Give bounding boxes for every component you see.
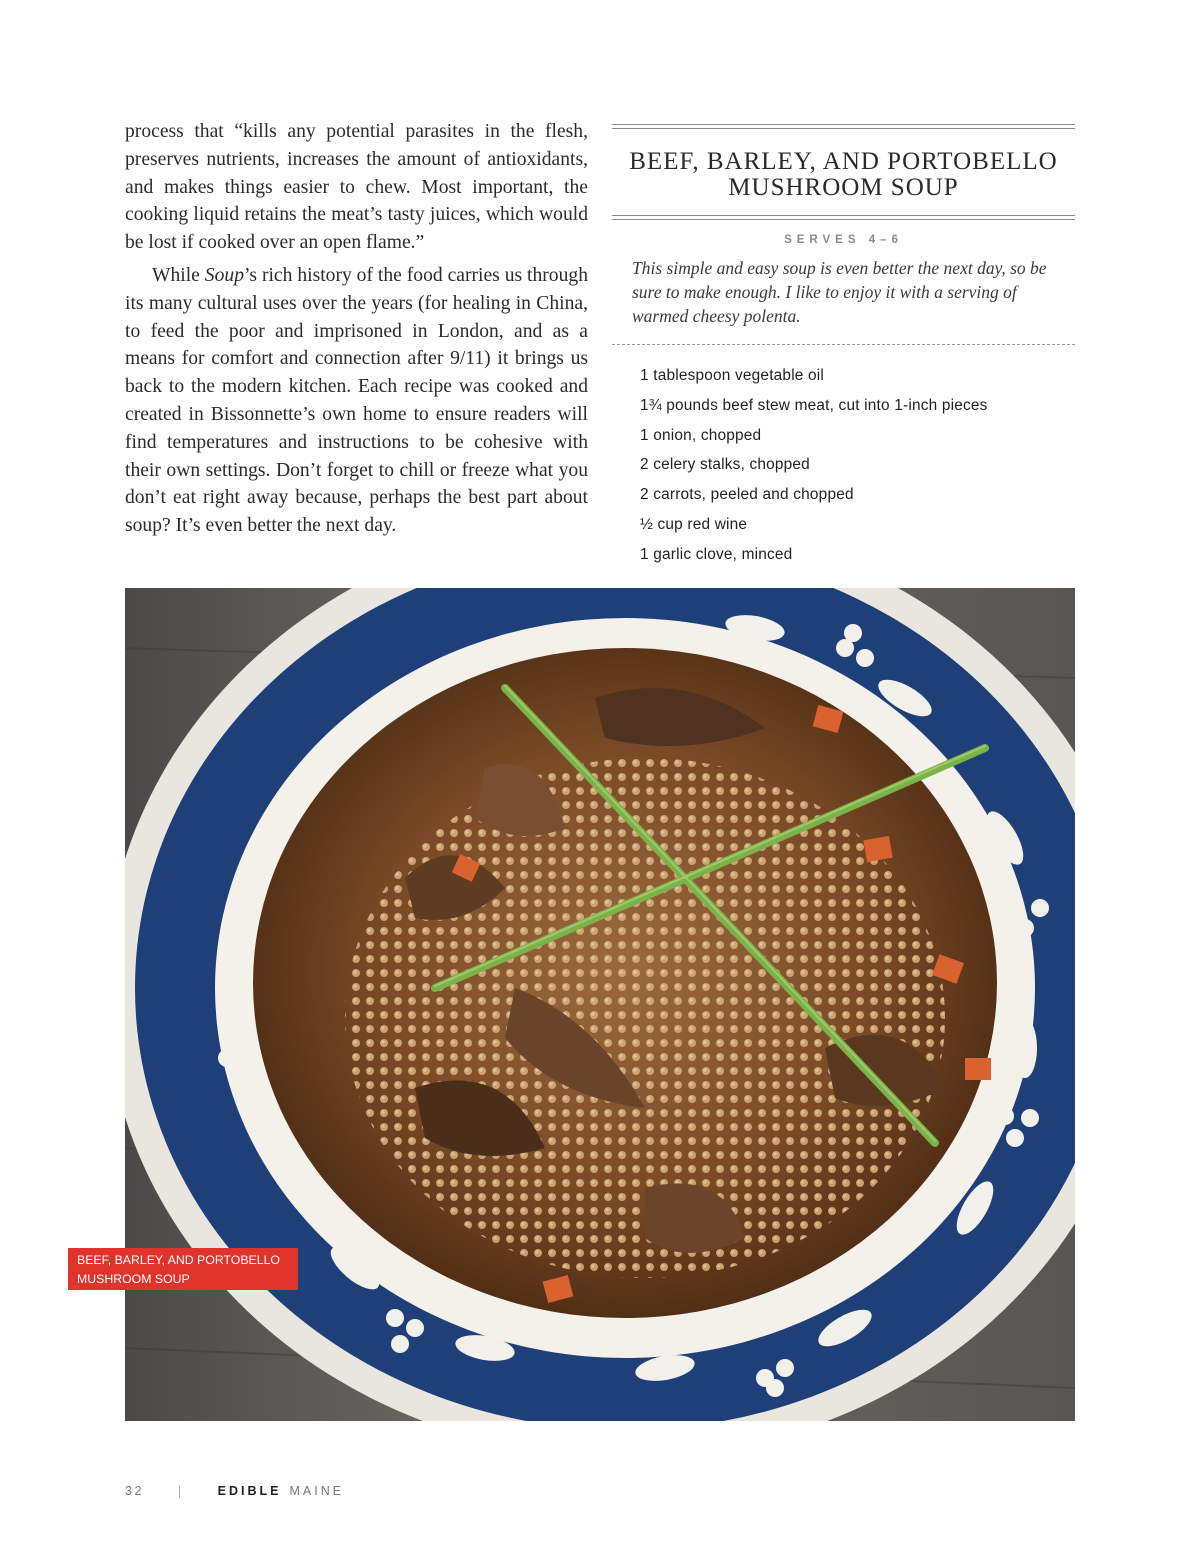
ingredient-item: 1¾ pounds beef stew meat, cut into 1-inch pieces — [640, 396, 988, 414]
ingredient-item: 1 onion, chopped — [640, 426, 762, 444]
dashed-divider — [612, 344, 1075, 345]
paragraph-lead: While — [152, 264, 205, 286]
soup-bowl-illustration — [125, 588, 1075, 1421]
article-paragraph: process that “kills any potential parasites in the flesh, preserves nutrients, increases the amount of antioxidants, and makes things easier to chew. Most important, the cooking liquid retains the meat’s tasty juices, which would be lost if cooked over an open flame.” — [125, 121, 588, 254]
ingredient-item: 2 celery stalks, chopped — [640, 456, 810, 474]
ingredient-item: 1 tablespoon vegetable oil — [640, 367, 825, 384]
footer-separator: | — [177, 1484, 184, 1498]
article-paragraph — [125, 262, 588, 540]
top-divider — [612, 124, 1075, 129]
bottom-divider — [612, 215, 1075, 220]
recipe-title-line: MUSHROOM SOUP — [728, 174, 959, 201]
paragraph-rest: ’s rich history of the food carries us through its many cultural uses over the years (for healing in China, to feed the poor and imprisoned in London, and as a means for comfort and connection after 9/11) it brings us back to the modern kitchen. Each recipe was cooked and created in Bissonnette’s own home to ensure readers will find temperatures and instructions to be cohesive with their own settings. Don’t forget to chill or freeze what you don’t eat right away because, perhaps the best part about soup? It’s even better the next day. — [125, 264, 588, 537]
soup-photo — [125, 588, 1075, 1421]
photo-caption — [68, 1248, 298, 1290]
magazine-name-bold: EDIBLE — [217, 1484, 282, 1498]
recipe-box — [612, 124, 1075, 570]
book-title: Soup — [204, 264, 244, 286]
ingredient-item: ½ cup red wine — [640, 515, 748, 533]
caption-line: BEEF, BARLEY, AND PORTOBELLO — [77, 1253, 280, 1267]
recipe-title-line: BEEF, BARLEY, AND PORTOBELLO — [629, 148, 1058, 175]
recipe-intro: This simple and easy soup is even better the next day, so be sure to make enough. I like to enjoy it with a serving of warmed cheesy polenta. — [632, 258, 1047, 326]
magazine-name-light: MAINE — [289, 1484, 345, 1498]
recipe-title — [612, 149, 1075, 201]
caption-line: MUSHROOM SOUP — [77, 1272, 190, 1286]
ingredient-item: 1 garlic clove, minced — [640, 545, 793, 563]
article-body — [125, 118, 588, 540]
ingredient-item: 2 carrots, peeled and chopped — [640, 486, 854, 504]
page-number: 32 — [125, 1484, 144, 1498]
serves-label: SERVES 4–6 — [784, 234, 903, 246]
page-footer — [125, 1484, 344, 1498]
ingredient-list — [612, 361, 1075, 570]
